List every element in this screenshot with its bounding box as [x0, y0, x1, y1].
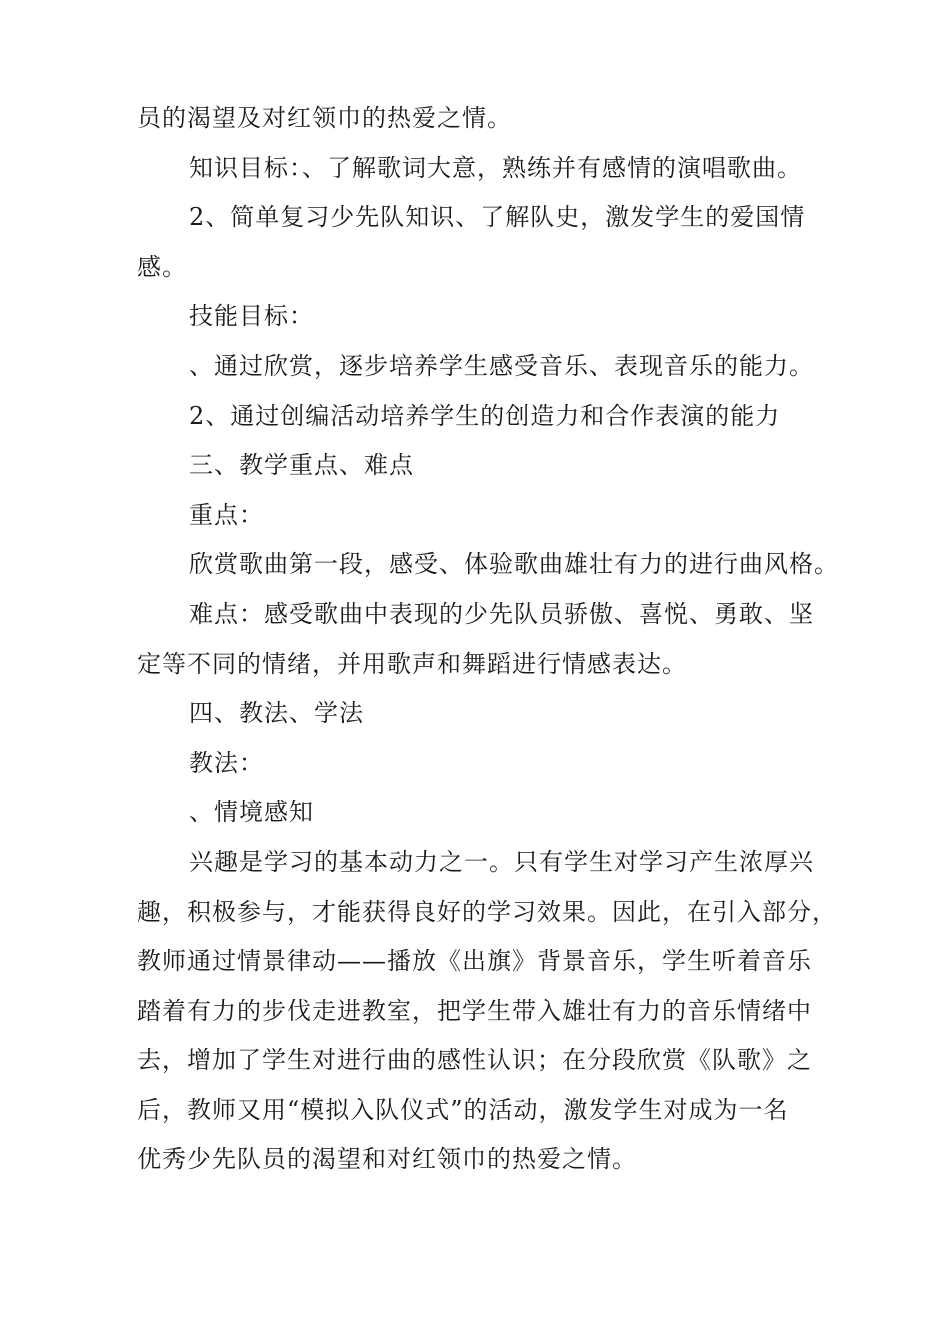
- text-line: 定等不同的情绪，并用歌声和舞蹈进行情感表达。: [137, 649, 687, 678]
- text-line: 技能目标：: [189, 302, 314, 331]
- text-line: 感。: [137, 252, 187, 281]
- text-line: 2、通过创编活动培养学生的创造力和合作表演的能力: [189, 401, 781, 430]
- section-heading: 四、教法、学法: [189, 699, 364, 728]
- text-line: 2、简单复习少先队知识、了解队史，激发学生的爱国情: [189, 203, 806, 232]
- text-line: 、情境感知: [189, 798, 314, 827]
- text-line: 后，教师又用“模拟入队仪式”的活动，激发学生对成为一名: [137, 1095, 789, 1124]
- text-line: 、通过欣赏，逐步培养学生感受音乐、表现音乐的能力。: [189, 351, 814, 380]
- text-line: 趣，积极参与，才能获得良好的学习效果。因此，在引入部分，: [137, 897, 837, 926]
- text-line: 知识目标：、了解歌词大意，熟练并有感情的演唱歌曲。: [189, 153, 802, 182]
- text-line: 重点：: [189, 500, 264, 529]
- document-body: [137, 94, 837, 1185]
- section-heading: 三、教学重点、难点: [189, 451, 414, 480]
- text-line: 教师通过情景律动——播放《出旗》背景音乐，学生听着音乐: [137, 947, 812, 976]
- text-line: 去，增加了学生对进行曲的感性认识；在分段欣赏《队歌》之: [137, 1046, 812, 1075]
- text-line: 踏着有力的步伐走进教室，把学生带入雄壮有力的音乐情绪中: [137, 996, 812, 1025]
- text-line: 难点：感受歌曲中表现的少先队员骄傲、喜悦、勇敢、坚: [189, 599, 814, 628]
- text-line: 优秀少先队员的渴望和对红领巾的热爱之情。: [137, 1145, 637, 1174]
- text-line: 员的渴望及对红领巾的热爱之情。: [137, 104, 512, 132]
- text-line: 教法：: [189, 748, 264, 777]
- text-line: 欣赏歌曲第一段，感受、体验歌曲雄壮有力的进行曲风格。: [189, 550, 839, 579]
- text-line: 兴趣是学习的基本动力之一。只有学生对学习产生浓厚兴: [189, 847, 814, 876]
